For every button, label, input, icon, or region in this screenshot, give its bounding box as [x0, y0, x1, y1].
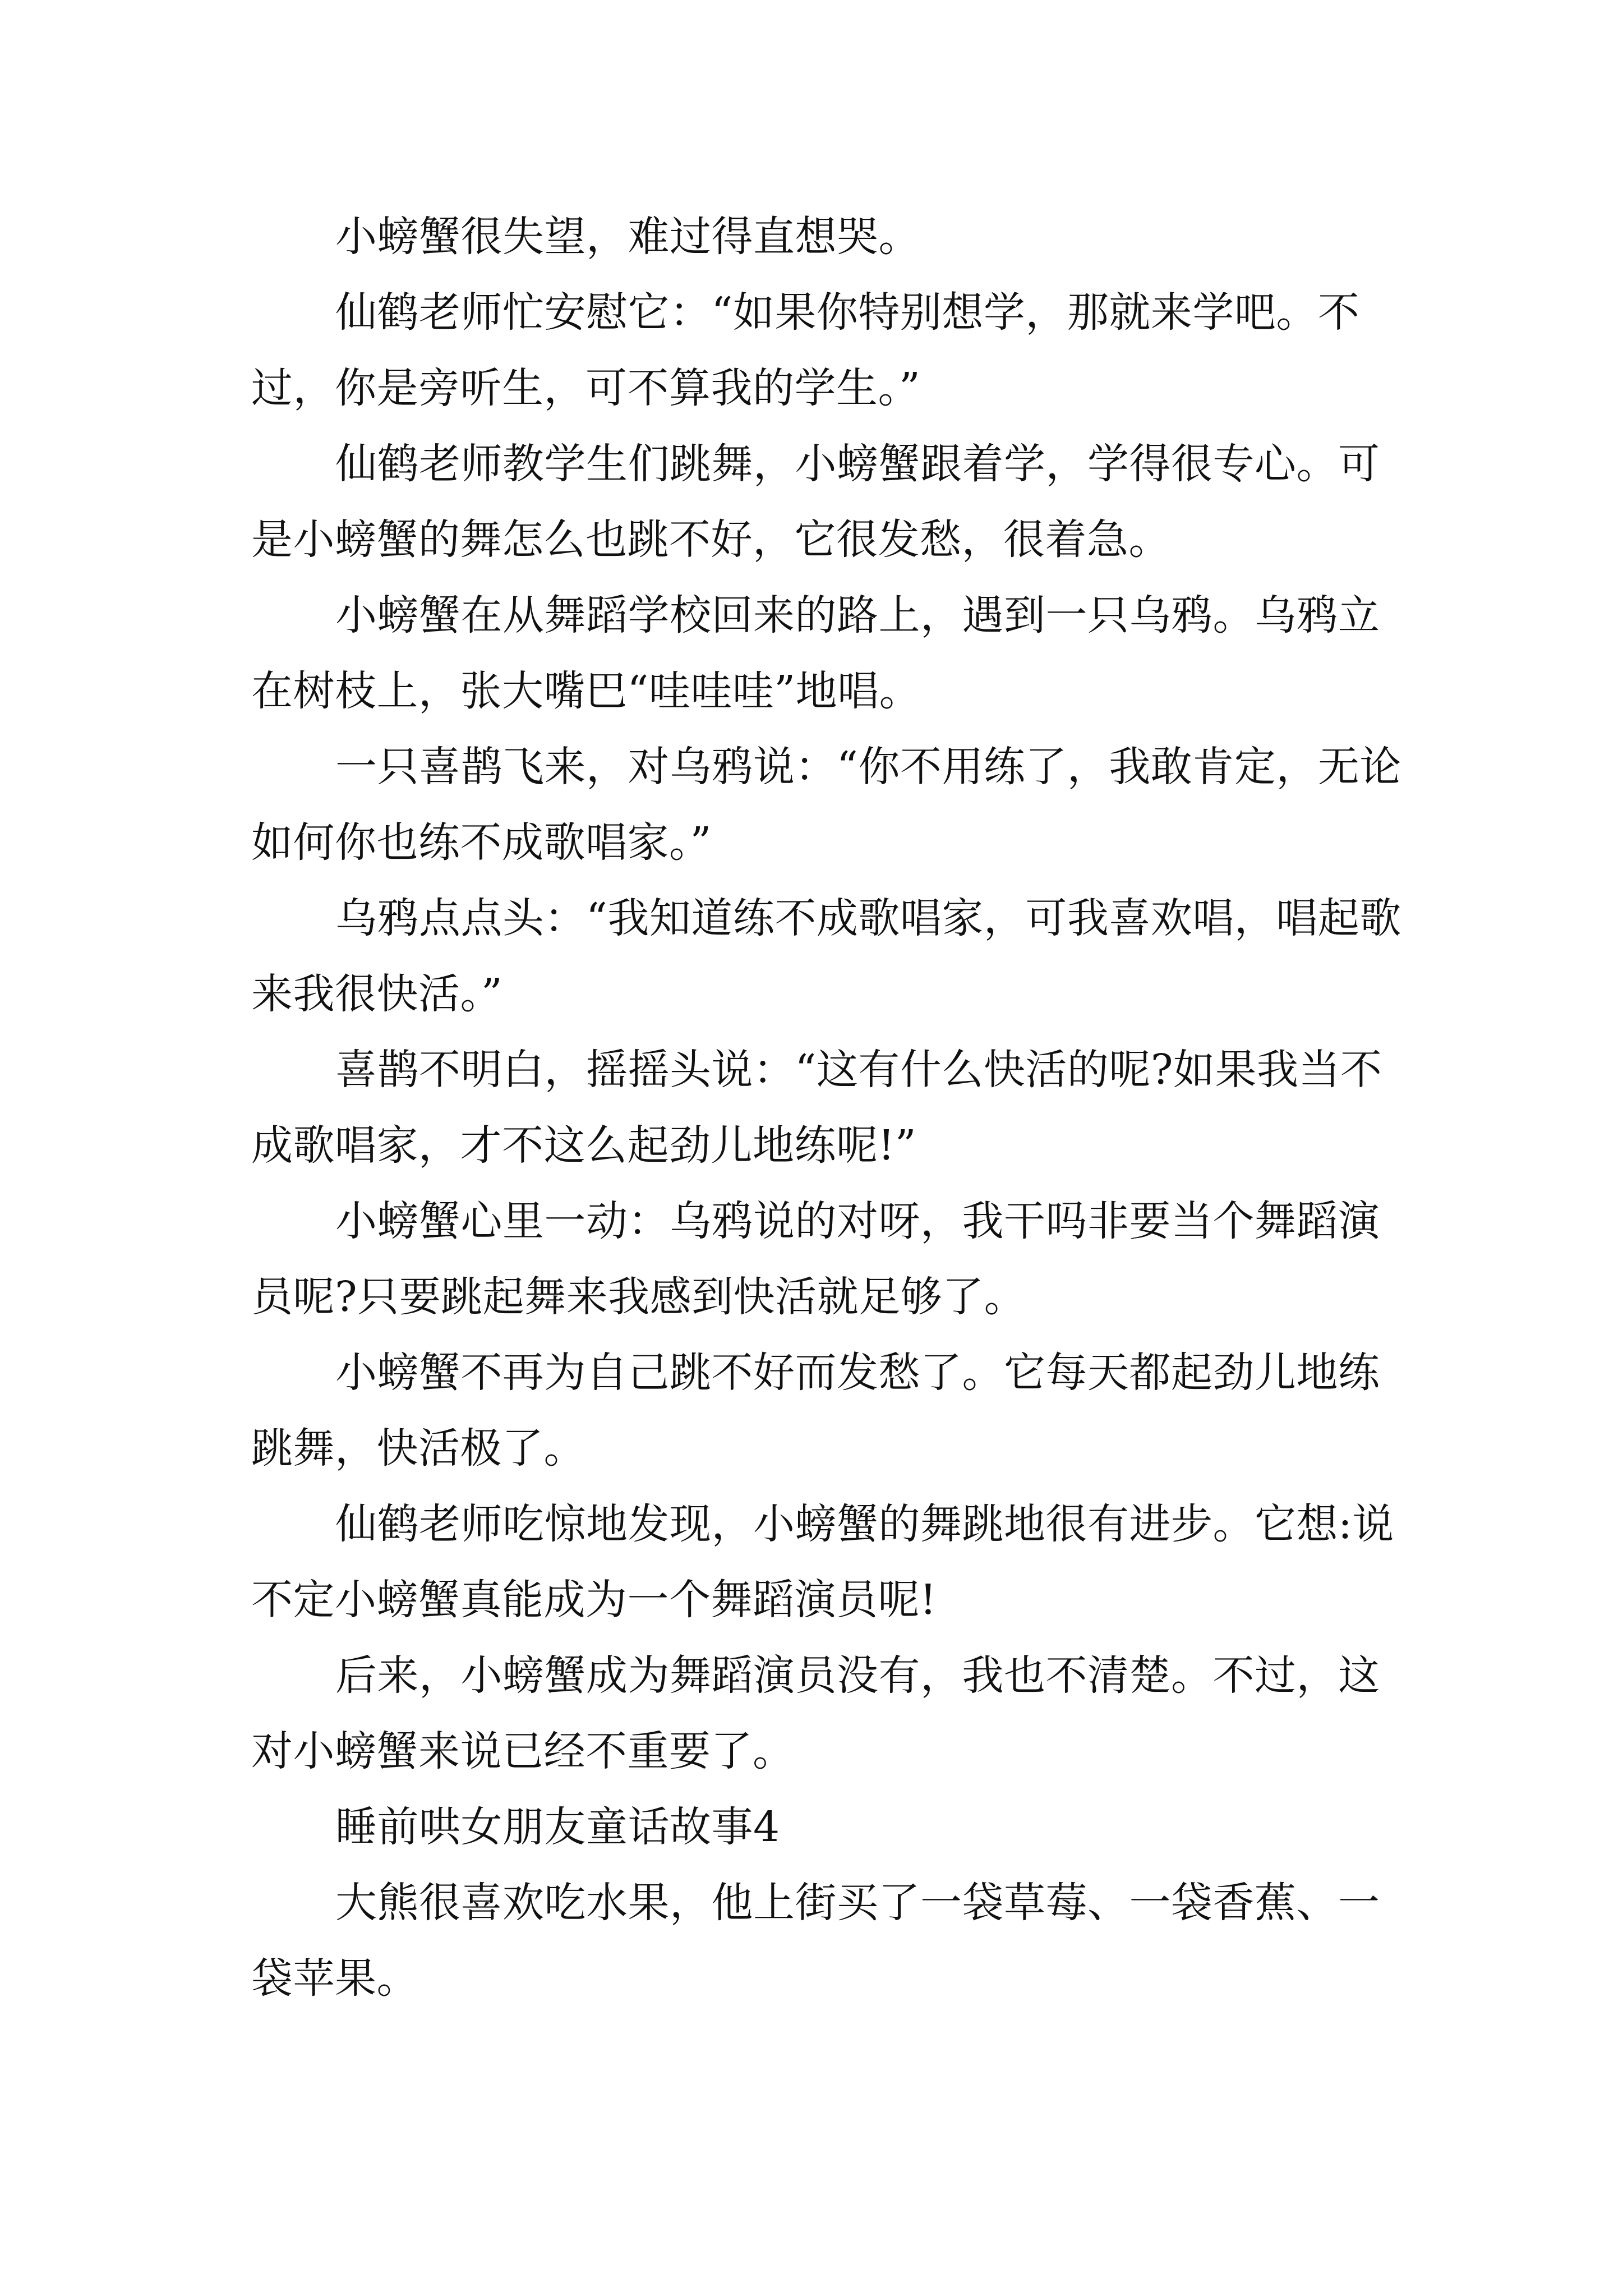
paragraph-11: 后来，小螃蟹成为舞蹈演员没有，我也不清楚。不过，这对小螃蟹来说已经不重要了。: [251, 1651, 1380, 1775]
paragraph-5: 一只喜鹊飞来，对乌鸦说：“你不用练了，我敢肯定，无论如何你也练不成歌唱家。”: [251, 743, 1401, 867]
paragraph-12: 大熊很喜欢吃水果，他上街买了一袋草莓、一袋香蕉、一袋苹果。: [251, 1879, 1380, 2003]
paragraph-4: 小螃蟹在从舞蹈学校回来的路上，遇到一只乌鸦。乌鸦立在树枝上，张大嘴巴“哇哇哇”地唱。: [251, 591, 1380, 715]
paragraph-1: 小螃蟹很失望，难过得直想哭。: [335, 213, 920, 261]
paragraph-7: 喜鹊不明白，摇摇头说：“这有什么快活的呢?如果我当不成歌唱家，才不这么起劲儿地练呢!”: [251, 1046, 1382, 1170]
paragraph-10: 仙鹤老师吃惊地发现，小螃蟹的舞跳地很有进步。它想:说不定小螃蟹真能成为一个舞蹈演员呢!: [251, 1500, 1394, 1624]
section-heading: 睡前哄女朋友童话故事4: [335, 1803, 780, 1851]
paragraph-3: 仙鹤老师教学生们跳舞，小螃蟹跟着学，学得很专心。可是小螃蟹的舞怎么也跳不好，它很发愁，很着急。: [251, 440, 1380, 564]
paragraph-6: 乌鸦点点头：“我知道练不成歌唱家，可我喜欢唱，唱起歌来我很快活。”: [251, 894, 1401, 1018]
paragraph-2: 仙鹤老师忙安慰它：“如果你特别想学，那就来学吧。不过，你是旁听生，可不算我的学生。”: [251, 288, 1360, 412]
paragraph-9: 小螃蟹不再为自己跳不好而发愁了。它每天都起劲儿地练跳舞，快活极了。: [251, 1349, 1380, 1473]
paragraph-8: 小螃蟹心里一动：乌鸦说的对呀，我干吗非要当个舞蹈演员呢?只要跳起舞来我感到快活就足够了。: [251, 1197, 1380, 1321]
story-text: [251, 199, 1418, 2017]
